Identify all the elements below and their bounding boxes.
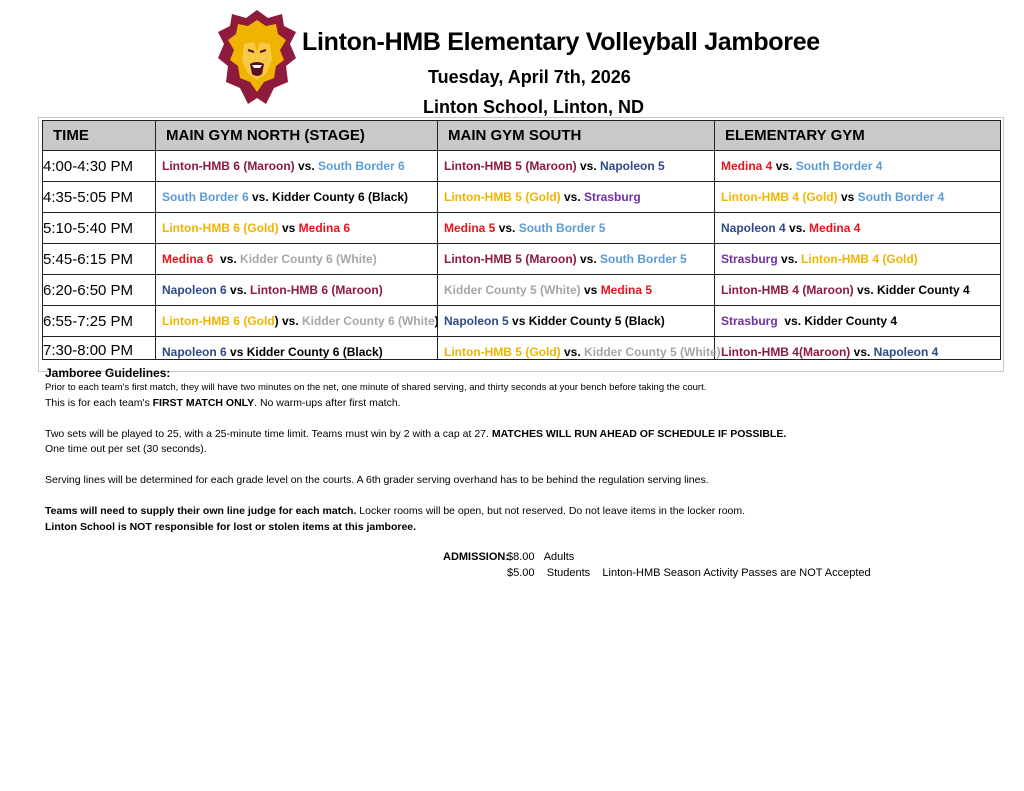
guidelines-heading: Jamboree Guidelines:: [45, 366, 171, 380]
team-name: Medina 6: [162, 252, 214, 266]
team-name: Linton-HMB 6 (Maroon): [162, 159, 295, 173]
time-slot: 4:35-5:05 PM: [43, 182, 156, 213]
match-text: ) vs.: [274, 314, 302, 328]
match-text: vs: [837, 190, 858, 204]
match-text: vs Kidder County 5 (Black): [508, 314, 665, 328]
spacer: [45, 458, 1005, 474]
guideline-emphasis: Linton School is NOT responsible for lost or stolen items at this jamboree.: [45, 520, 417, 533]
guideline-line: [45, 442, 1005, 458]
student-price: $5.00: [507, 567, 535, 579]
table-row: [43, 151, 1001, 182]
team-name: South Border 4: [795, 159, 883, 173]
guideline-text: This is for each team's: [45, 396, 153, 409]
time-slot: 5:45-6:15 PM: [43, 244, 156, 275]
team-name: Linton-HMB 4 (Maroon): [721, 283, 854, 297]
column-header-main-gym-south: MAIN GYM SOUTH: [438, 121, 715, 151]
match-elem: [715, 151, 1001, 182]
event-location: Linton School, Linton, ND: [423, 97, 644, 117]
match-text: vs.: [226, 283, 251, 297]
guideline-line: [45, 380, 1005, 396]
match-elem: [715, 337, 1001, 360]
admission-label: [443, 549, 509, 566]
guideline-line: [45, 427, 1005, 443]
time-slot: 5:10-5:40 PM: [43, 213, 156, 244]
page-title: Linton-HMB Elementary Volleyball Jamboree: [302, 28, 820, 56]
team-name: Kidder County 6 (White: [302, 314, 435, 328]
team-name: Linton-HMB 4 (Gold): [721, 190, 838, 204]
match-north: [156, 275, 438, 306]
guideline-text: Two sets will be played to 25, with a 25-minute time limit. Teams must win by 2 with a cap at 27.: [45, 427, 492, 440]
guideline-line: [45, 504, 1005, 520]
match-south: [438, 306, 715, 337]
match-text: vs. Kidder County 4: [777, 314, 898, 328]
team-name: Linton-HMB 6 (Gold): [162, 221, 279, 235]
time-slot: 6:20-6:50 PM: [43, 275, 156, 306]
time-slot: 7:30-8:00 PM: [43, 337, 156, 360]
team-name: Kidder County 5 (White): [584, 345, 721, 359]
team-name: Strasburg: [721, 252, 778, 266]
match-south: [438, 244, 715, 275]
team-name: Medina 4: [721, 159, 773, 173]
spacer: [45, 411, 1005, 427]
match-north: [156, 151, 438, 182]
table-row: [43, 182, 1001, 213]
match-south: [438, 275, 715, 306]
match-text: vs.: [560, 190, 584, 204]
column-header-elementary-gym: ELEMENTARY GYM: [715, 121, 1001, 151]
table-header-row: [43, 121, 1001, 151]
team-name: Napoleon 5: [444, 314, 509, 328]
team-name: Napoleon 4: [873, 345, 939, 359]
team-name: Linton-HMB 4 (Gold): [801, 252, 918, 266]
match-north: [156, 337, 438, 360]
team-name: South Border 5: [600, 252, 687, 266]
match-text: ): [434, 314, 439, 328]
match-text: vs. Kidder County 4: [853, 283, 970, 297]
match-text: vs.: [213, 252, 241, 266]
guideline-line: [45, 396, 1005, 412]
match-text: vs.: [576, 159, 600, 173]
table-row: [43, 337, 1001, 360]
team-name: Napoleon 6: [162, 345, 227, 359]
adult-price: $8.00: [507, 551, 535, 563]
admission-adults: [507, 549, 574, 566]
match-south: [438, 213, 715, 244]
time-slot: 4:00-4:30 PM: [43, 151, 156, 182]
team-name: Medina 5: [444, 221, 496, 235]
activity-pass-note: Linton-HMB Season Activity Passes are NOT Accepted: [602, 567, 871, 579]
match-north: [156, 213, 438, 244]
match-elem: [715, 275, 1001, 306]
team-name: Linton-HMB 5 (Gold): [444, 190, 561, 204]
team-name: Strasburg: [721, 314, 778, 328]
guideline-line: [45, 520, 1005, 536]
match-south: [438, 337, 721, 360]
team-name: Kidder County 6 (White): [240, 252, 377, 266]
team-name: Medina 4: [809, 221, 861, 235]
match-text: vs. Kidder County 6 (Black): [248, 190, 409, 204]
team-name: Linton-HMB 6 (Maroon): [250, 283, 383, 297]
match-south: [438, 151, 715, 182]
team-name: South Border 4: [857, 190, 945, 204]
student-label: Students: [546, 567, 591, 579]
match-text: vs.: [772, 159, 796, 173]
match-elem: [715, 182, 1001, 213]
match-text: vs.: [495, 221, 519, 235]
match-text: vs.: [294, 159, 318, 173]
team-name: Medina 6: [298, 221, 351, 235]
table-row: [43, 306, 1001, 337]
team-name: South Border 6: [162, 190, 249, 204]
team-name: Linton-HMB 5 (Maroon): [444, 252, 577, 266]
guideline-line: [45, 473, 1005, 489]
team-name: Strasburg: [584, 190, 641, 204]
table-row: [43, 275, 1001, 306]
match-text: vs.: [785, 221, 810, 235]
match-elem: [715, 213, 1001, 244]
team-name: Napoleon 6: [162, 283, 227, 297]
table-row: [43, 213, 1001, 244]
match-north: [156, 306, 438, 337]
team-name: South Border 5: [518, 221, 606, 235]
guideline-text: . No warm-ups after first match.: [254, 396, 401, 409]
team-name: Napoleon 5: [600, 159, 665, 173]
team-name: Kidder County 5 (White): [444, 283, 581, 297]
admission-students: [507, 565, 871, 582]
lion-logo: [216, 8, 298, 108]
match-text: vs.: [560, 345, 584, 359]
match-text: vs.: [576, 252, 600, 266]
guideline-text: Locker rooms will be open, but not reserved. Do not leave items in the locker room.: [356, 505, 746, 517]
match-text: vs Kidder County 6 (Black): [226, 345, 383, 359]
guideline-text: Prior to each team's first match, they will have two minutes on the net, one minute of shared serving, and thirty seconds at your bench before taking the court.: [45, 382, 707, 393]
match-elem: [715, 306, 1001, 337]
event-date: Tuesday, April 7th, 2026: [428, 67, 631, 87]
team-name: South Border 6: [318, 159, 405, 173]
team-name: Linton-HMB 5 (Gold): [444, 345, 561, 359]
match-text: vs.: [850, 345, 874, 359]
guideline-emphasis: FIRST MATCH ONLY: [152, 396, 255, 409]
match-text: vs.: [777, 252, 802, 266]
match-elem: [715, 244, 1001, 275]
guideline-emphasis: Teams will need to supply their own line judge for each match.: [45, 505, 357, 517]
team-name: Linton-HMB 4(Maroon): [721, 345, 851, 359]
team-name: Linton-HMB 6 (Gold: [162, 314, 275, 328]
team-name: Medina 5: [600, 283, 653, 297]
column-header-time: TIME: [43, 121, 156, 151]
match-south: [438, 182, 715, 213]
match-north: [156, 182, 438, 213]
match-text: vs: [580, 283, 601, 297]
admission-label-text: ADMISSION:: [443, 551, 509, 563]
team-name: Napoleon 4: [721, 221, 786, 235]
spacer: [45, 489, 1005, 505]
adult-label: Adults: [543, 551, 575, 563]
match-text: vs: [278, 221, 299, 235]
guideline-text: Serving lines will be determined for each grade level on the courts. A 6th grader serving overhand has to be behind the regulation serving lines.: [45, 474, 709, 486]
guidelines: [45, 366, 1005, 535]
time-slot: 6:55-7:25 PM: [43, 306, 156, 337]
schedule-table: [42, 120, 1001, 360]
team-name: Linton-HMB 5 (Maroon): [444, 159, 577, 173]
guideline-text: One time out per set (30 seconds).: [45, 443, 207, 455]
match-north: [156, 244, 438, 275]
column-header-main-gym-north: MAIN GYM NORTH (STAGE): [156, 121, 438, 151]
table-row: [43, 244, 1001, 275]
guideline-emphasis: MATCHES WILL RUN AHEAD OF SCHEDULE IF POSSIBLE.: [491, 427, 787, 440]
